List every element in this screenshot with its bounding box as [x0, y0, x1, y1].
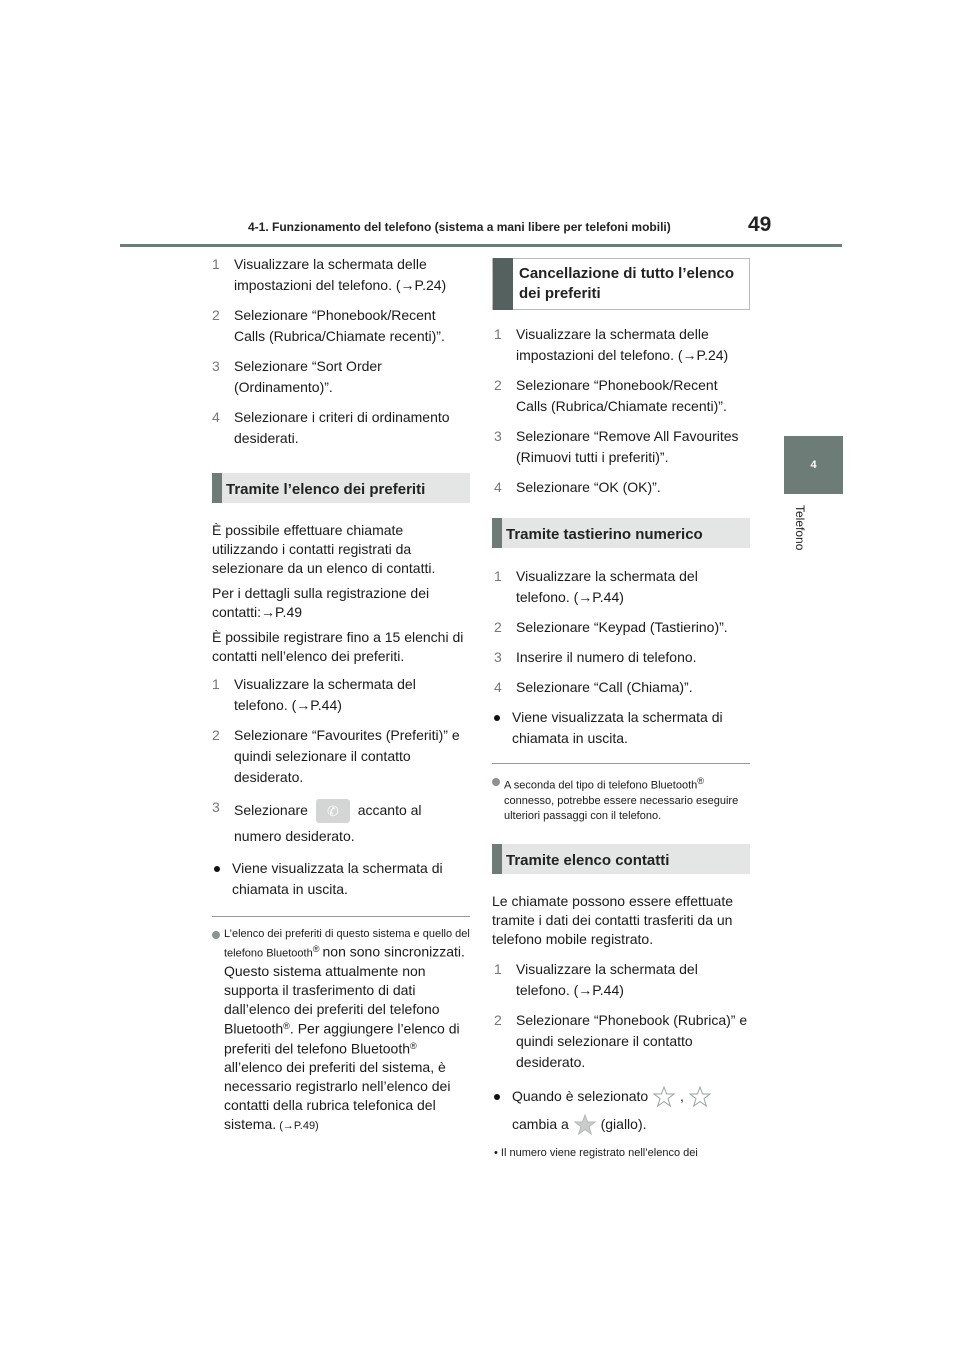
step-item [212, 305, 470, 347]
step-text: Selezionare “Phonebook (Rubrica)” e quindi selezionare il contatto desiderato. [516, 1011, 748, 1070]
step-item [494, 647, 750, 668]
bullet-item [492, 707, 750, 749]
section-favourites-title: Tramite l’elenco dei preferiti [226, 481, 426, 498]
step-item [212, 356, 470, 398]
step-text: Visualizzare la schermata delle impostazioni del telefono. (→P.24) [234, 256, 447, 293]
step-item [494, 566, 750, 608]
star-filled-icon [573, 1113, 597, 1137]
step-item [494, 477, 750, 498]
step-number: 3 [494, 428, 502, 444]
step-item [494, 617, 750, 638]
favourites-note: L’elenco dei preferiti di questo sistema e quello del telefono Bluetooth® non sono sincronizzati. Questo sistema attualmente non supporta il trasferimento di dati dall’elenco dei preferiti del telefono Bluetooth®. Per aggiungere l’elenco di preferiti del telefono Bluetooth® all’elenco dei preferiti del sistema, è necessario registrarlo nell’elenco dei contatti della rubrica telefonica del sistema. (→P.49) [212, 916, 470, 1134]
step-item [494, 1010, 750, 1073]
chapter-tab: 4 [784, 436, 843, 494]
step-item [212, 407, 470, 449]
step-text: Selezionare “Favourites (Preferiti)” e quindi selezionare il contatto desiderato. [234, 727, 460, 785]
phone-icon: ✆ [326, 803, 339, 820]
step-text: Selezionare “Remove All Favourites (Rimuovi tutti i preferiti)”. [516, 428, 739, 465]
bullet-text: Viene visualizzata la schermata di chiamata in uscita. [512, 709, 723, 746]
favourites-limit: È possibile registrare fino a 15 elenchi di contatti nell’elenco dei preferiti. [212, 629, 464, 664]
step-text: Selezionare [234, 802, 308, 818]
step-text: Inserire il numero di telefono. [516, 649, 697, 665]
step-text: Visualizzare la schermata delle impostazioni del telefono. (→P.24) [516, 326, 729, 363]
step-item [212, 674, 470, 716]
header-rule [120, 244, 842, 247]
section-delete-title: Cancellazione di tutto l’elenco dei preferiti [519, 265, 735, 302]
section-delete-favourites [492, 258, 750, 310]
step-number: 3 [212, 358, 220, 374]
step-number: 2 [494, 377, 502, 393]
step-text: accanto al numero desiderato. [234, 802, 422, 845]
step-item [494, 426, 750, 468]
step-item [212, 725, 470, 788]
step-number: 4 [494, 479, 502, 495]
step-item [494, 324, 750, 366]
section-contacts-title: Tramite elenco contatti [506, 851, 670, 869]
step-text: Visualizzare la schermata del telefono. (→P.44) [516, 960, 698, 998]
left-column [212, 254, 470, 1134]
section-favourites [212, 473, 470, 503]
page-number: 49 [748, 213, 772, 236]
right-column [492, 258, 750, 1161]
step-text: Selezionare “Phonebook/Recent Calls (Rubrica/Chiamate recenti)”. [234, 307, 445, 344]
contacts-intro: Le chiamate possono essere effettuate tramite i dati dei contatti trasferiti da un telefono mobile registrato. [492, 892, 734, 947]
section-keypad-title: Tramite tastierino numerico [506, 526, 703, 543]
step-select-call-button: 3 Selezionare ✆ accanto al numero desiderato. [212, 799, 422, 845]
step-number: 1 [212, 256, 220, 272]
keypad-note: A seconda del tipo di telefono Bluetooth® connesso, potrebbe essere necessario eseguire ulteriori passaggi con il telefono. [492, 763, 750, 824]
bullet-text: Viene visualizzata la schermata di chiamata in uscita. [232, 860, 443, 898]
star-outline-icon [652, 1085, 676, 1109]
step-text: Selezionare i criteri di ordinamento desiderati. [234, 409, 450, 446]
step-text: Selezionare “Phonebook/Recent Calls (Rubrica/Chiamate recenti)”. [516, 377, 727, 414]
call-button[interactable] [316, 799, 350, 823]
step-item [494, 375, 750, 417]
step-text: Selezionare “Sort Order (Ordinamento)”. [234, 358, 382, 395]
chapter-title: 4-1. Funzionamento del telefono (sistema a mani libere per telefoni mobili) [248, 220, 671, 234]
step-number: 2 [494, 1011, 502, 1028]
step-number: 4 [494, 679, 502, 695]
step-number: 4 [212, 409, 220, 425]
star-outline-icon [688, 1085, 712, 1109]
step-number: 2 [494, 619, 502, 635]
step-text: Selezionare “OK (OK)”. [516, 479, 661, 495]
step-number: 2 [212, 727, 220, 743]
favourites-intro: È possibile effettuare chiamate utilizzando i contatti registrati da selezionare da un elenco di contatti. [212, 522, 436, 576]
step-number: 1 [212, 676, 220, 692]
chapter-tab-label: Telefono [793, 505, 807, 551]
section-keypad [492, 518, 750, 548]
step-item [494, 959, 750, 1001]
bullet-star: Quando è selezionato , cambia a (giallo). [492, 1082, 750, 1138]
step-item [494, 677, 750, 698]
note-page-ref: (→P.49) [279, 1120, 319, 1133]
step-number: 1 [494, 326, 502, 342]
step-number: 2 [212, 307, 220, 323]
section-contacts [492, 844, 750, 874]
step-item [212, 254, 470, 296]
step-text: Selezionare “Call (Chiama)”. [516, 679, 693, 695]
step-number: 1 [494, 960, 502, 977]
step-text: Visualizzare la schermata del telefono. (→P.44) [516, 568, 698, 605]
registration-note: • Il numero viene registrato nell’elenco dei [494, 1146, 698, 1159]
step-number: 1 [494, 568, 502, 584]
bullet-item [212, 858, 470, 900]
favourites-ref: Per i dettagli sulla registrazione dei contatti:→P.49 [212, 585, 430, 620]
step-number: 3 [494, 649, 502, 665]
step-text: Visualizzare la schermata del telefono. (→P.44) [234, 676, 416, 713]
step-text: Selezionare “Keypad (Tastierino)”. [516, 619, 728, 635]
